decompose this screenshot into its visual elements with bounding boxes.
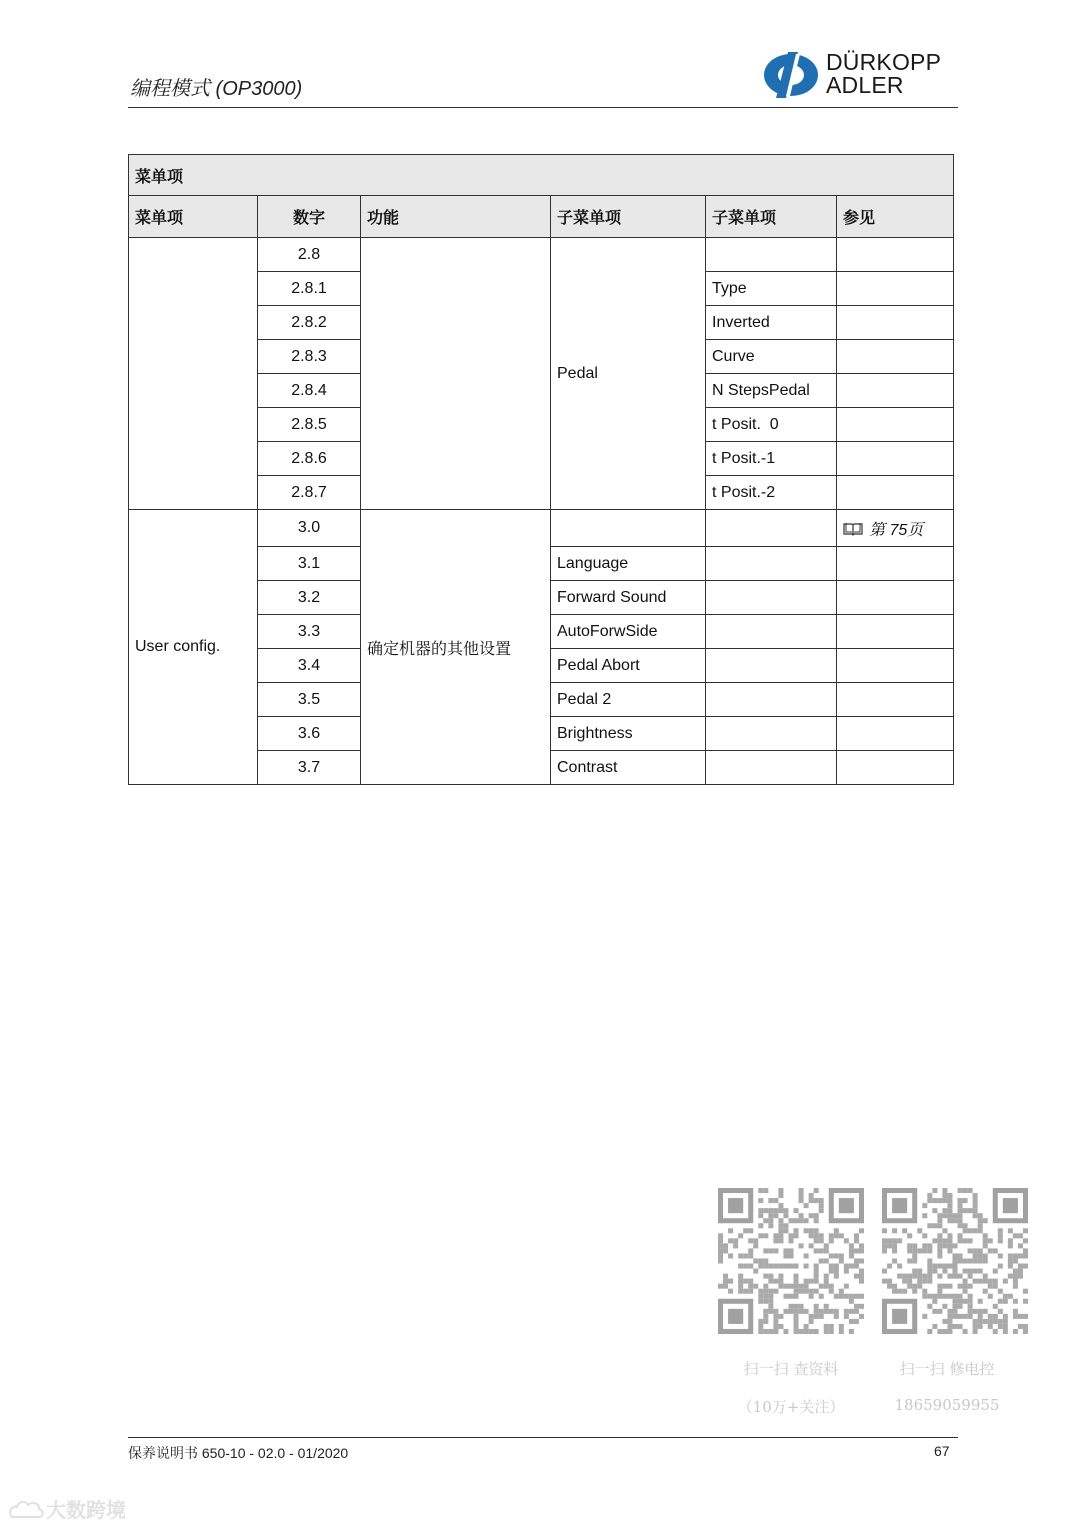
cell-submenu: Pedal (551, 238, 706, 510)
cell-see-also (837, 547, 954, 581)
table-row (129, 510, 954, 547)
cell-see-also (837, 340, 954, 374)
cell-number: 3.6 (258, 717, 361, 751)
cell-submenu: Pedal Abort (551, 649, 706, 683)
footer-rule (128, 1437, 958, 1438)
cell-menu: User config. (129, 510, 258, 785)
logo-wordmark (826, 51, 941, 97)
cell-number: 3.2 (258, 581, 361, 615)
col-header-submenu: 子菜单项 (551, 196, 706, 238)
cell-submenu: Language (551, 547, 706, 581)
cell-number: 3.3 (258, 615, 361, 649)
qr-left-caption: 扫一扫 查资料 (743, 1360, 839, 1378)
cell-number: 3.5 (258, 683, 361, 717)
cell-see-also (837, 306, 954, 340)
cell-number: 3.1 (258, 547, 361, 581)
cell-submenu: Brightness (551, 717, 706, 751)
cell-submenu-2 (706, 683, 837, 717)
cell-submenu-2 (706, 717, 837, 751)
cell-number: 2.8.4 (258, 374, 361, 408)
cell-number: 2.8 (258, 238, 361, 272)
cell-function (361, 238, 551, 510)
cell-number: 2.8.1 (258, 272, 361, 306)
table-header-row (129, 196, 954, 238)
cell-see-also (837, 581, 954, 615)
cell-submenu-2 (706, 238, 837, 272)
cell-see-also (837, 476, 954, 510)
watermark-text: 大数跨境 (46, 1500, 126, 1522)
cell-submenu-2: t Posit.-2 (706, 476, 837, 510)
book-icon (843, 522, 863, 536)
header-rule (128, 107, 958, 108)
qr-code-repair-icon[interactable] (882, 1188, 1028, 1334)
cell-submenu-2: t Posit.-1 (706, 442, 837, 476)
durkopp-adler-logo (762, 50, 962, 100)
page-number: 67 (934, 1443, 950, 1459)
cell-function: 确定机器的其他设置 (361, 510, 551, 785)
qr-right-subcaption: 18659059955 (894, 1396, 1000, 1414)
cell-submenu-2 (706, 581, 837, 615)
cell-submenu-2 (706, 649, 837, 683)
cell-submenu-2 (706, 510, 837, 547)
table-caption: 菜单项 (129, 155, 954, 196)
logo-mark-icon (762, 52, 820, 98)
cell-number: 2.8.2 (258, 306, 361, 340)
cell-number: 2.8.3 (258, 340, 361, 374)
cell-submenu-2 (706, 751, 837, 785)
col-header-see-also: 参见 (837, 196, 954, 238)
cell-submenu-2: Type (706, 272, 837, 306)
cell-submenu-2: t Posit. 0 (706, 408, 837, 442)
cell-see-also (837, 717, 954, 751)
cell-see-also (837, 510, 954, 547)
qr-left-subcaption: （10万+关注） (737, 1398, 845, 1416)
col-header-number: 数字 (258, 196, 361, 238)
cell-submenu: Forward Sound (551, 581, 706, 615)
cell-see-also (837, 649, 954, 683)
cell-number: 3.4 (258, 649, 361, 683)
cell-submenu-2 (706, 615, 837, 649)
cell-submenu-2: N StepsPedal (706, 374, 837, 408)
cell-number: 2.8.7 (258, 476, 361, 510)
cell-see-also (837, 615, 954, 649)
cell-submenu-2: Curve (706, 340, 837, 374)
cell-see-also (837, 751, 954, 785)
col-header-submenu-2: 子菜单项 (706, 196, 837, 238)
logo-line-1: DÜRKOPP (826, 49, 942, 75)
cell-see-also (837, 442, 954, 476)
cell-submenu-2 (706, 547, 837, 581)
table-caption-row (129, 155, 954, 196)
cell-number: 3.0 (258, 510, 361, 547)
cell-see-also (837, 238, 954, 272)
col-header-function: 功能 (361, 196, 551, 238)
footer-document-info: 保养说明书 650-10 - 02.0 - 01/2020 (128, 1445, 349, 1461)
cell-submenu: Contrast (551, 751, 706, 785)
cell-number: 2.8.5 (258, 408, 361, 442)
cell-see-also (837, 683, 954, 717)
cell-submenu-2: Inverted (706, 306, 837, 340)
cell-see-also (837, 374, 954, 408)
menu-items-table (128, 154, 954, 785)
cell-submenu (551, 510, 706, 547)
page-header-title: 编程模式 (OP3000) (130, 78, 303, 100)
col-header-menu: 菜单项 (129, 196, 258, 238)
cell-number: 3.7 (258, 751, 361, 785)
cell-menu (129, 238, 258, 510)
cell-number: 2.8.6 (258, 442, 361, 476)
cell-see-also (837, 272, 954, 306)
logo-line-2: ADLER (826, 72, 904, 98)
cloud-logo-icon (8, 1499, 46, 1521)
qr-code-materials-icon[interactable] (718, 1188, 864, 1334)
page-reference-link[interactable]: 第 75页 (869, 521, 924, 539)
cell-submenu: Pedal 2 (551, 683, 706, 717)
table-row (129, 238, 954, 272)
cell-see-also (837, 408, 954, 442)
cell-submenu: AutoForwSide (551, 615, 706, 649)
qr-right-caption: 扫一扫 修电控 (899, 1360, 995, 1378)
watermark (8, 1494, 126, 1523)
